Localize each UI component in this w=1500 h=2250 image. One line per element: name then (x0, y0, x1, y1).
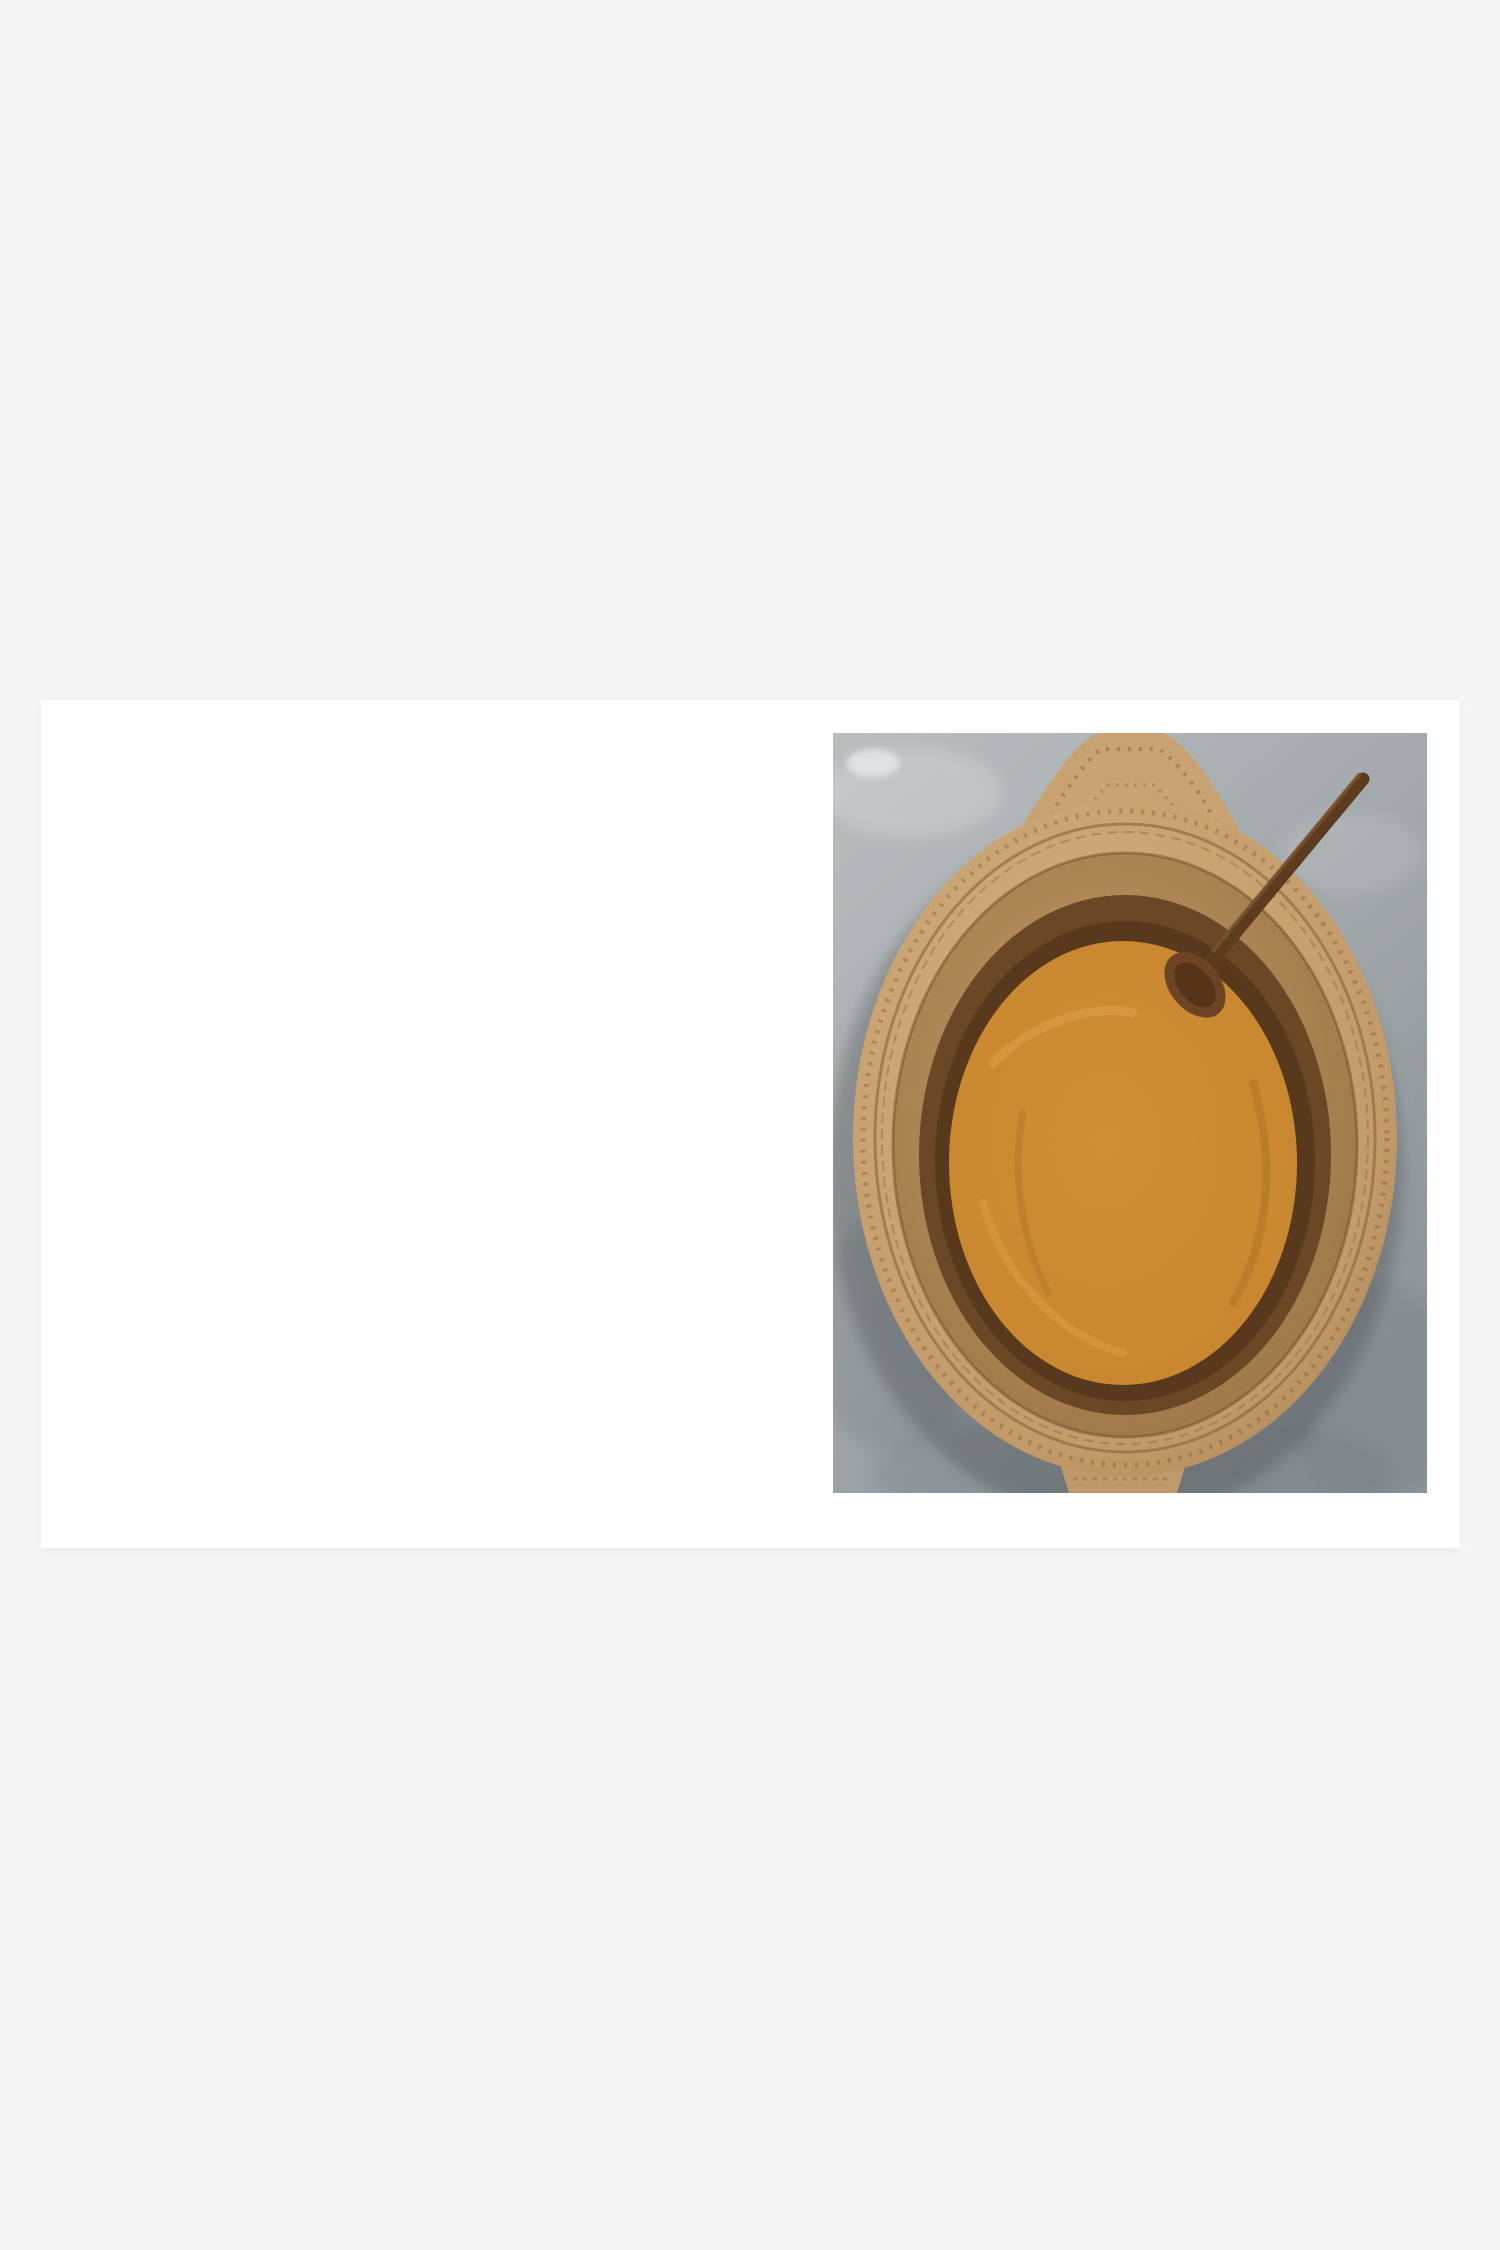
chapter-tab-left (41, 961, 100, 1079)
running-footer (41, 1512, 750, 1524)
hummus-spread (949, 941, 1297, 1385)
recipe-photo (833, 733, 1427, 1493)
book-spread (41, 700, 1460, 1548)
